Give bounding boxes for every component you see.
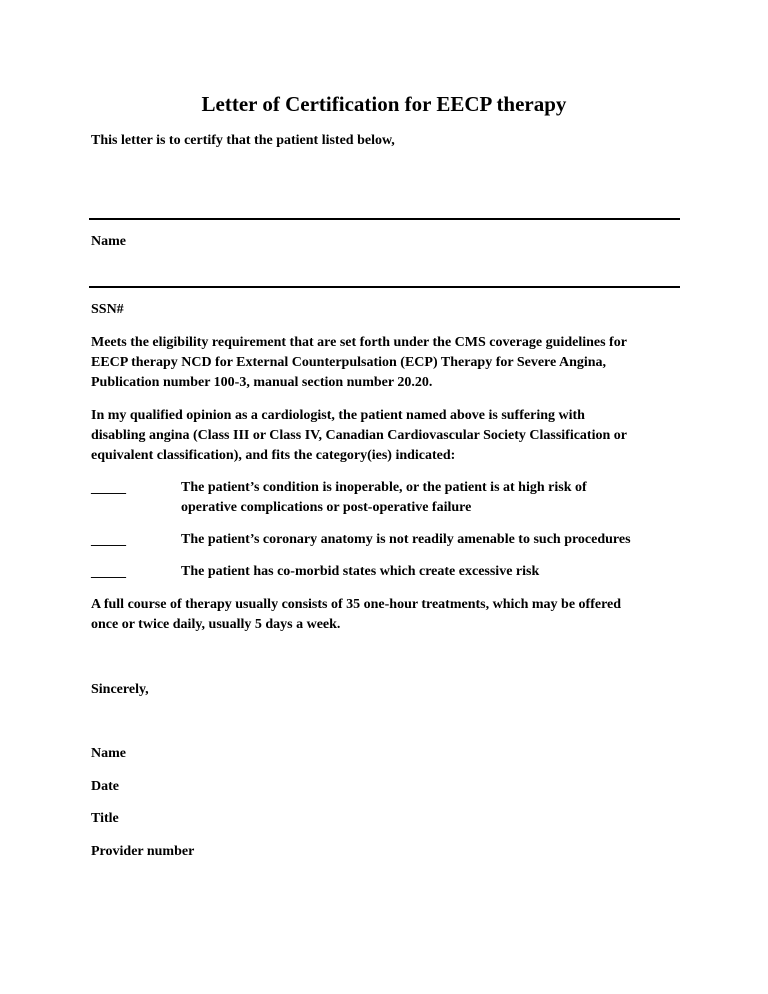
category-line: The patient’s condition is inoperable, or the patient is at high risk of — [181, 480, 587, 495]
therapy-paragraph — [91, 595, 691, 635]
category-1-checkbox-blank[interactable]: _____ — [91, 481, 126, 496]
opinion-line: In my qualified opinion as a cardiologist, the patient named above is suffering with — [91, 408, 585, 423]
therapy-line: A full course of therapy usually consists of 35 one-hour treatments, which may be offered — [91, 597, 622, 612]
provider-number-label: Provider number — [91, 844, 195, 859]
eligibility-paragraph — [91, 333, 691, 393]
closing-text: Sincerely, — [91, 682, 149, 697]
category-1-text — [181, 478, 701, 518]
opinion-line: disabling angina (Class III or Class IV, Canadian Cardiovascular Society Classification or — [91, 428, 627, 443]
eligibility-line: Publication number 100-3, manual section number 20.20. — [91, 375, 433, 390]
signature-title-label: Title — [91, 811, 119, 826]
patient-name-line[interactable] — [89, 218, 680, 220]
eligibility-line: Meets the eligibility requirement that are set forth under the CMS coverage guidelines for — [91, 335, 627, 350]
patient-name-label: Name — [91, 234, 126, 249]
category-3-checkbox-blank[interactable]: _____ — [91, 565, 126, 580]
signature-date-label: Date — [91, 779, 119, 794]
opinion-paragraph — [91, 406, 691, 466]
opinion-line: equivalent classification), and fits the category(ies) indicated: — [91, 448, 456, 463]
eligibility-line: EECP therapy NCD for External Counterpulsation (ECP) Therapy for Severe Angina, — [91, 355, 607, 370]
intro-text: This letter is to certify that the patient listed below, — [91, 133, 395, 148]
signature-name-label: Name — [91, 746, 126, 761]
therapy-line: once or twice daily, usually 5 days a week. — [91, 617, 341, 632]
patient-ssn-line[interactable] — [89, 286, 680, 288]
category-line: The patient has co-morbid states which create excessive risk — [181, 564, 540, 579]
category-3-text — [181, 562, 701, 582]
category-2-text — [181, 530, 701, 550]
category-line: The patient’s coronary anatomy is not readily amenable to such procedures — [181, 532, 631, 547]
category-2-checkbox-blank[interactable]: _____ — [91, 533, 126, 548]
document-title: Letter of Certification for EECP therapy — [201, 92, 567, 116]
patient-ssn-label: SSN# — [91, 302, 124, 317]
category-line: operative complications or post-operative failure — [181, 500, 472, 515]
